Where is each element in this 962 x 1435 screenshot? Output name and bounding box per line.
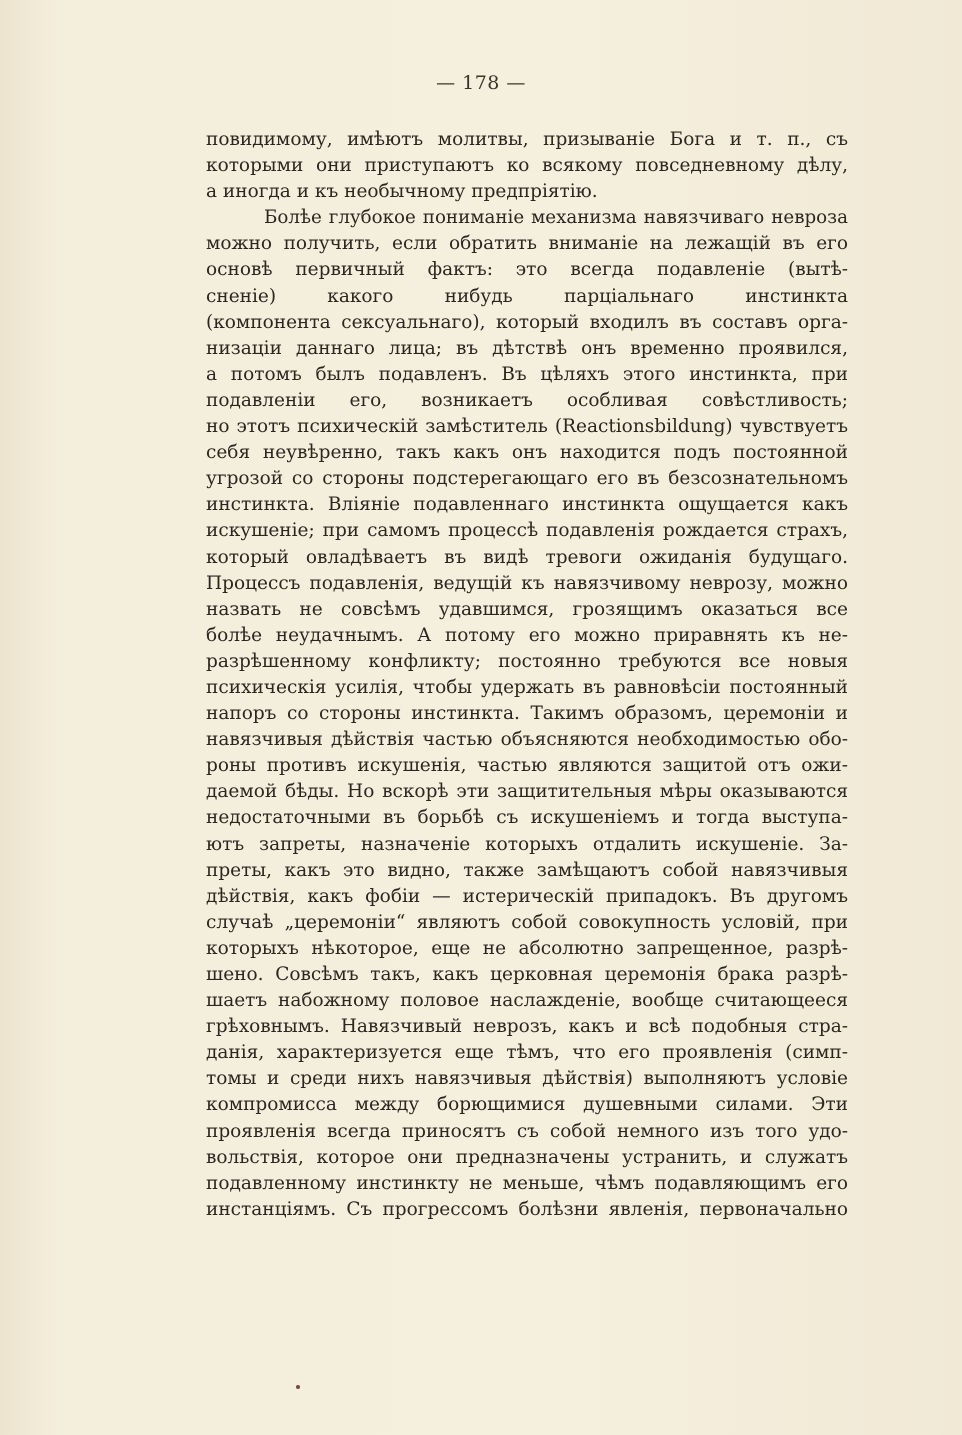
text-line: себя неувѣренно, такъ какъ онъ находится подъ постоянной xyxy=(206,442,848,464)
text-line: который овладѣваетъ въ видѣ тревоги ожиданія будущаго. xyxy=(206,546,848,568)
text-line: угрозой со стороны подстерегающаго его въ безсознательномъ xyxy=(206,468,848,490)
text-line: (компонента сексуальнаго), который входилъ въ составъ орга- xyxy=(206,311,848,333)
text-line: вольствія, которое они предназначены устранить, и служатъ xyxy=(206,1146,848,1168)
text-line: низаціи даннаго лица; въ дѣтствѣ онъ временно проявился, xyxy=(206,337,848,359)
text-line: инстинкта. Вліяніе подавленнаго инстинкта ощущается какъ xyxy=(206,494,848,516)
ink-speck xyxy=(296,1385,300,1389)
text-line: данія, характеризуется еще тѣмъ, что его проявленія (симп- xyxy=(206,1042,848,1064)
text-line: напоръ со стороны инстинкта. Такимъ образомъ, церемоніи и xyxy=(206,703,848,725)
text-line: ютъ запреты, назначеніе которыхъ отдалить искушеніе. За- xyxy=(206,833,848,855)
paragraph-start-line: Болѣе глубокое пониманіе механизма навязчиваго невроза xyxy=(264,207,848,229)
text-line: дѣйствія, какъ фобіи — истерическій припадокъ. Въ другомъ xyxy=(206,885,848,907)
text-line: роны противъ искушенія, частью являются защитой отъ ожи- xyxy=(206,755,848,777)
text-line: недостаточными въ борьбѣ съ искушеніемъ и тогда выступа- xyxy=(206,807,848,829)
text-line: сненіе) какого нибудь парціальнаго инстинкта xyxy=(206,285,848,307)
text-line: которыми они приступаютъ ко всякому повседневному дѣлу, xyxy=(206,155,848,177)
text-line: случаѣ „церемоніи“ являютъ собой совокупность условій, при xyxy=(206,911,848,933)
text-line: подавленному инстинкту не меньше, чѣмъ подавляющимъ его xyxy=(206,1172,848,1194)
text-line: психическія усилія, чтобы удержать въ равновѣсіи постоянный xyxy=(206,676,848,698)
text-line: которыхъ нѣкоторое, еще не абсолютно запрещенное, разрѣ- xyxy=(206,937,848,959)
text-line: Процессъ подавленія, ведущій къ навязчивому неврозу, можно xyxy=(206,572,848,594)
text-line: инстанціямъ. Съ прогрессомъ болѣзни явленія, первоначально xyxy=(206,1198,848,1220)
page-number: — 178 — xyxy=(436,72,526,94)
text-line: можно получить, если обратить вниманіе на лежащій въ его xyxy=(206,233,848,255)
text-line: грѣховнымъ. Навязчивый неврозъ, какъ и всѣ подобныя стра- xyxy=(206,1016,848,1038)
text-line: а иногда и къ необычному предпріятію. xyxy=(206,181,598,203)
text-line: болѣе неудачнымъ. А потому его можно приравнять къ не- xyxy=(206,624,848,646)
text-line: повидимому, имѣютъ молитвы, призываніе Бога и т. п., съ xyxy=(206,129,848,150)
text-line: томы и среди нихъ навязчивыя дѣйствія) выполняютъ условіе xyxy=(206,1068,848,1090)
text-line: назвать не совсѣмъ удавшимся, грозящимъ оказаться все xyxy=(206,598,848,620)
text-line: а потомъ былъ подавленъ. Въ цѣляхъ этого инстинкта, при xyxy=(206,363,848,385)
text-line: преты, какъ это видно, также замѣщаютъ собой навязчивыя xyxy=(206,859,848,881)
text-line: шаетъ набожному половое наслажденіе, вообще считающееся xyxy=(206,990,848,1012)
text-line: навязчивыя дѣйствія частью объясняются необходимостью обо- xyxy=(206,729,848,751)
text-line: даемой бѣды. Но вскорѣ эти защитительныя мѣры оказываются xyxy=(206,781,848,803)
body-text xyxy=(206,127,848,1223)
text-line: шено. Совсѣмъ такъ, какъ церковная церемонія брака разрѣ- xyxy=(206,964,848,985)
text-line: подавленіи его, возникаетъ особливая совѣстливость; xyxy=(206,389,848,411)
text-line: основѣ первичный фактъ: это всегда подавленіе (вытѣ- xyxy=(206,259,848,281)
text-line: но этотъ психическій замѣститель (Reactionsbildung) чувствуетъ xyxy=(206,416,848,438)
text-line: проявленія всегда приносятъ съ собой немного изъ того удо- xyxy=(206,1120,848,1142)
text-line: разрѣшенному конфликту; постоянно требуются все новыя xyxy=(206,650,848,672)
text-line: компромисса между борющимися душевными силами. Эти xyxy=(206,1094,848,1116)
text-line: искушеніе; при самомъ процессѣ подавленія рождается страхъ, xyxy=(206,520,848,542)
